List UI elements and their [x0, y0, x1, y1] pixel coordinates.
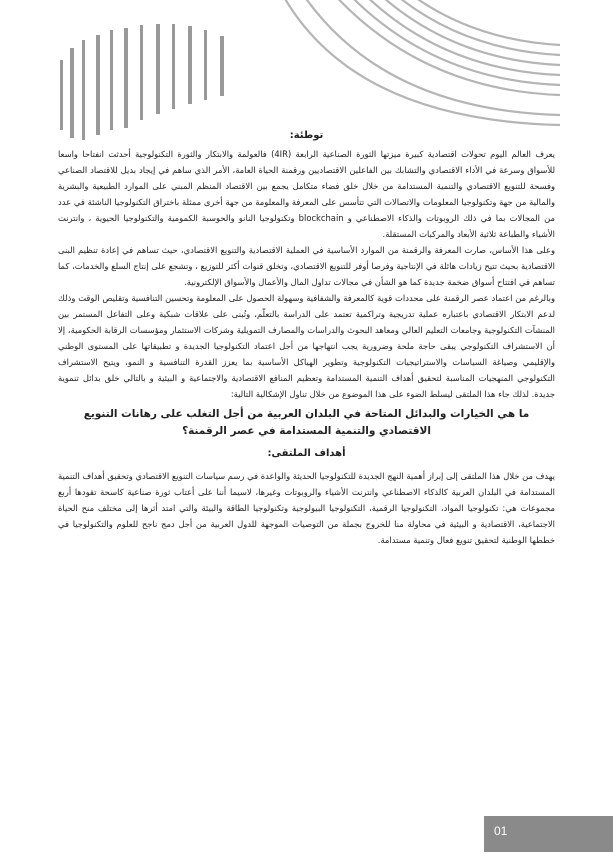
intro-paragraph-1: يعرف العالم اليوم تحولات اقتصادية كبيرة ميزتها الثورة الصناعية الرابعة (4IR) فالعولمة والابتكار والثورة التكنولوجية أحدثت انفتاحا واسعا للأسواق وسرعة في الأداء الاقتصادي والتشابك بين الفاعلين الاقتصاديين ورقمنة الحياة العامة، الأمر الذي ساهم في إيجاد بديل للاقتصاد الصناعي وفسحة للتنويع الاقتصادي والتنمية المستدامة من خلال خلق فضاء متكامل يجمع بين الاقتصاد المنظم المبني على الموارد الطبيعية والبشرية والمالية من جهة وتكنولوجيا المعلومات والاتصالات التي تتأسس على المعرفة والمعلومة من جهة أخرى ممثلة باختراق التكنولوجيا الناشئة في عدد من المجالات بما في ذلك الروبوتات والذكاء الاصطناعي و blockchain وتكنولوجيا النانو والحوسبة الكمومية والتكنولوجيا الحيوية ، وانترنت الأشياء والطباعة ثلاثية الأبعاد والمركبات المستقلة. — [58, 149, 555, 239]
goals-heading: أهداف الملتقى: — [267, 448, 346, 459]
intro-paragraph-3: وبالرغم من اعتماد عصر الرقمنة على محددات قوية كالمعرفة والشفافية وسهولة الحصول على المعلومة وتحسين التنافسية وتقليص الوقت وذلك لدعم الابتكار الاقتصادي باعتباره عملية تدريجية وتراكمية تعتمد على الدراسة بالتعلّم، وتُبنى على علاقات شبكية وعلى التفاعل المستمر بين المنشآت التكنولوجية وجامعات التعليم العالي ومعاهد البحوث والدراسات والمصارف التمويلية وشركات الاستثمار ومؤسسات الرقابة الحكومية، إلا أن الاستشراف التكنولوجي يبقى حاجة ملحة وضرورية يجب انتهاجها من أجل اعتماد التكنولوجيا الجديدة و تطبيقاتها على المستوى الوطني والإقليمي وصياغة السياسات والاستراتيجيات التكنولوجية وتطوير الهياكل الأساسية بما يعزز القدرة التنافسية و النمو، ويتيح الاستشراف التكنولوجي المنهجيات المناسبة لتحقيق أهداف التنمية المستدامة وتعظيم المنافع الاقتصادية والاجتماعية و البيئية و بالتالي خلق بدائل تنموية جديدة. لذلك جاء هذا الملتقى ليسلط الضوء على هذا الموضوع من خلال تناول الإشكالية التالية: — [58, 293, 555, 399]
page-number: 01 — [494, 824, 508, 838]
footer-bar — [484, 816, 613, 852]
intro-heading: توطئة: — [289, 130, 324, 141]
header-decoration — [0, 0, 613, 140]
goals-paragraph: يهدف من خلال هذا الملتقى إلى إبراز أهمية النهج الجديدة للتكنولوجيا الحديثة والواعدة في رسم سياسات التنويع الاقتصادي وتحقيق أهداف التنمية المستدامة في البلدان العربية كالذكاء الاصطناعي وانترنت الأشياء والروبوتات وغيرها، لاسيما أننا على أعتاب ثورة صناعية كاسحة تقودها أربع مجموعات هي: تكنولوجيا المواد، التكنولوجيا الرقمية، التكنولوجيا البيولوجية وتكنولوجيا الطاقة والبيئة والتي امتد أثرها إلى مختلف منح الحياة الاجتماعية، الاقتصادية و البيئية في محاولة منا للخروج بجملة من التوصيات الموجهة للدول العربية من أجل دمج ناجح للعلوم والتكنولوجيا في خططها الوطنية لتحقيق تنويع فعال وتنمية مستدامة. — [58, 471, 555, 545]
research-question: ما هي الخيارات والبدائل المتاحة في البلدان العربية من أجل التغلب على رهانات التنويع الاقتصادي والتنمية المستدامة في عصر الرقمنة؟ — [83, 408, 530, 437]
intro-paragraph-2: وعلى هذا الأساس، صارت المعرفة والرقمنة من الموارد الأساسية في العملية الاقتصادية والتنويع الاقتصادي، حيث تساهم في إعادة تنظيم البنى الاقتصادية بحيث تتيح زيادات هائلة في الإنتاجية وفرصا أوفر للتنويع الاقتصادي، وتخلق قنوات أكثر للتوزيع ، وتشجع على إنتاج السلع والخدمات، كما تساهم في افتتاح أسواق ضخمة جديدة كما هو الشأن في مجالات تداول المال والأعمال والأسواق الإلكترونية. — [58, 245, 555, 287]
document-body — [58, 128, 555, 548]
